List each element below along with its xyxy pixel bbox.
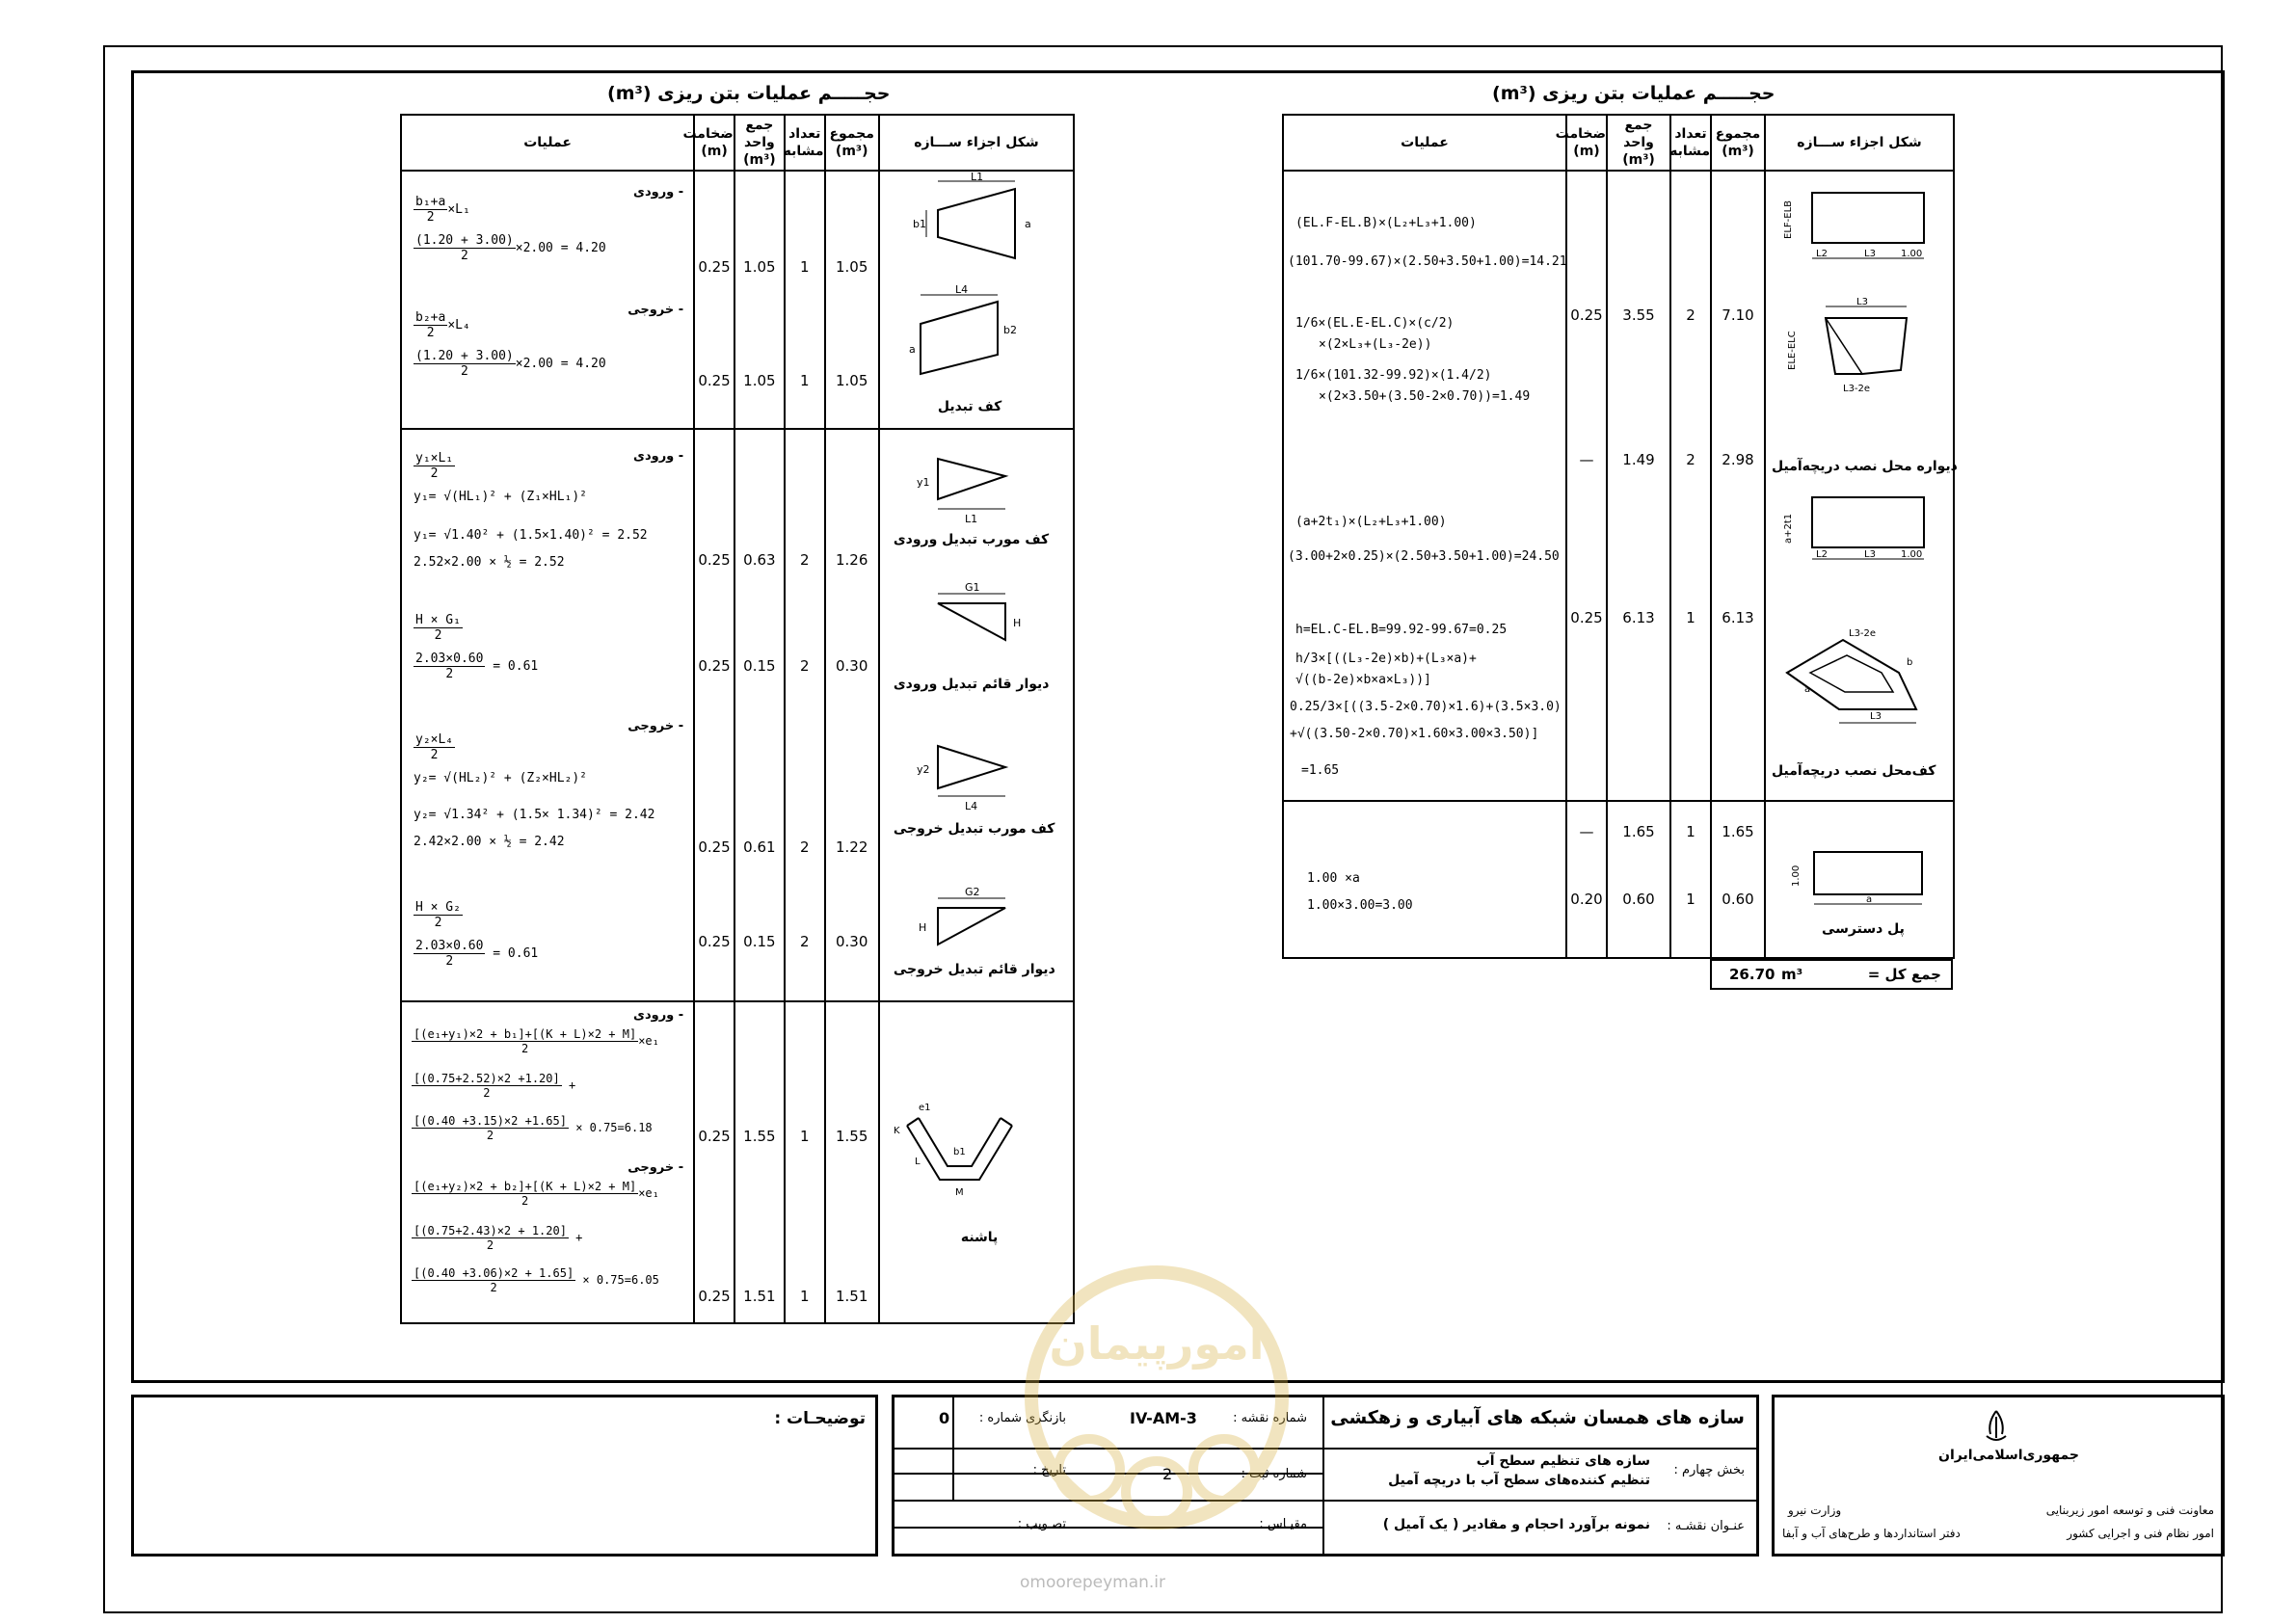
formula-line: ×(2×3.50+(3.50-2×0.70))=1.49 <box>1319 389 1531 405</box>
formula-line: y₁= √1.40² + (1.5×1.40)² = 2.52 <box>414 528 648 543</box>
ops-cell-floor <box>402 172 693 428</box>
bureau-name: دفتر استانداردها و طرح‌های آب و آبفا <box>1782 1527 1961 1540</box>
dim-label: y1 <box>916 476 930 489</box>
dim-label: a <box>1804 684 1811 696</box>
count-value: 2 <box>1686 451 1695 469</box>
shape-label-gate-wall: دیواره محل نصب دریچه‌آمیل <box>1772 459 1958 475</box>
formula-den: 2 <box>460 364 468 379</box>
dim-label: L3-2e <box>1849 628 1877 640</box>
drawing-number-value: IV-AM-3 <box>1130 1409 1197 1427</box>
formula-den: 2 <box>445 667 454 681</box>
country-name: جمهوری‌اسلامی‌ایران <box>1938 1448 2079 1463</box>
total-value: 1.65 <box>1722 823 1754 841</box>
gate-wall-trapezoid <box>1826 318 1907 374</box>
watermark-logo <box>1002 1253 1311 1571</box>
formula-tail: × 0.75=6.18 <box>575 1121 653 1134</box>
thickness-value: 0.25 <box>698 933 731 950</box>
dim-label: 1.00 <box>1901 249 1923 260</box>
thickness-value: 0.25 <box>698 551 731 569</box>
count-value: 2 <box>799 933 810 950</box>
formula-den: 2 <box>486 1238 494 1252</box>
shape-label-gate-floor: کف‌محل نصب دریچه‌آمیل <box>1772 763 1936 780</box>
total-value: 1.05 <box>836 372 868 389</box>
formula-den: 2 <box>486 1129 494 1142</box>
formula-tail: × 0.75=6.05 <box>582 1273 659 1287</box>
shape-label-inlet-slope: کف مورب تبدیل ورودی <box>893 532 1050 547</box>
count-value: 1 <box>1686 890 1695 908</box>
label-inlet: - ورودی <box>633 449 684 464</box>
header-thickness: ضخامت (m) <box>1566 115 1607 171</box>
registration-number-label: شماره ثبت : <box>1241 1467 1307 1481</box>
count-value: 2 <box>799 838 810 856</box>
dim-label: a+2t1 <box>1783 513 1794 545</box>
dim-label: K <box>893 1126 900 1136</box>
inlet-wall-shape <box>938 603 1005 640</box>
map-title-value: نمونه برآورد احجام و مقادیر ( یک آمیل ) <box>1382 1517 1650 1532</box>
formula-line: 1/6×(101.32-99.92)×(1.4/2) <box>1295 368 1492 384</box>
dim-label: 1.00 <box>1901 549 1923 561</box>
dim-label: H <box>1012 617 1022 629</box>
unit-volume-value: 1.55 <box>743 1128 776 1145</box>
bridge-rect <box>1814 852 1922 894</box>
dim-label: L3 <box>1870 711 1882 723</box>
header-total: مجموع (m³) <box>825 115 879 171</box>
section-label: بخش چهارم : <box>1673 1463 1745 1477</box>
ops-cell-heel: - ورودی $\frac{\text{[(e₁+y₁)×2 + b₁]+[(K + L)×2 + M]}}{2}$ ×e₁ $\frac{[(0.75+2.52)\times 2 +1.20]}{2}$ + $\frac{[(0.40 +3.15)\times 2 +1.65]}{2}$ × 0.75=6.18 - خروجی $\frac{\text{[(e₁+y₂)×2 + b₂]+[(K + L)×2 + M]}}{2}$ ×e₁ $\frac{[(0.75+2.43)\times 2 + 1.20]}{2}$ + $\frac{[(0.40 +3.06)\times 2 + 1.65]}{2}$ × 0.75=6.05 <box>414 1008 684 1294</box>
formula-line: 2.52×2.00 × ½ = 2.52 <box>414 555 565 570</box>
formula-line: 2.42×2.00 × ½ = 2.42 <box>414 835 565 849</box>
count-value: 2 <box>799 657 810 675</box>
formula-num: [(0.75+2.52)×2 +1.20] <box>414 1072 560 1085</box>
formula-line: +√((3.50-2×0.70)×1.60×3.00×3.50)] <box>1290 727 1539 742</box>
ministry-name: وزارت نیرو <box>1788 1503 1842 1517</box>
dim-label: e1 <box>918 1103 931 1113</box>
header-operations: عملیات <box>1283 115 1566 171</box>
formula-den: 2 <box>430 748 439 762</box>
formula-den: 2 <box>483 1086 491 1100</box>
organization-box <box>1772 1395 2225 1556</box>
formula-line: y₂= √1.34² + (1.5× 1.34)² = 2.42 <box>414 808 655 822</box>
total-value: 1.55 <box>836 1128 868 1145</box>
total-value: 1.26 <box>836 551 868 569</box>
grand-total-unit: m³ <box>1781 966 1803 983</box>
office-name: امور نظام فنی و اجرایی کشور <box>2067 1527 2214 1540</box>
count-value: 1 <box>799 372 810 389</box>
count-value: 1 <box>799 1288 810 1305</box>
formula-num: b₁+a <box>415 195 446 209</box>
inlet-slope-shape <box>938 459 1005 499</box>
dim-label: H <box>918 921 927 934</box>
total-value: 1.51 <box>836 1288 868 1305</box>
unit-volume-value: 1.51 <box>743 1288 776 1305</box>
outlet-slope-shape <box>938 746 1005 788</box>
formula-line: (3.00+2×0.25)×(2.50+3.50+1.00)=24.50 <box>1288 549 1560 565</box>
count-value: 2 <box>799 551 810 569</box>
formula-den: 2 <box>460 249 468 263</box>
right-table-title: حجـــــم عملیات بتن ریزی (m³) <box>1492 83 1775 104</box>
formula-line: 1.00 ×a <box>1307 870 1360 886</box>
gate-floor-inner <box>1810 655 1893 692</box>
map-title-label: عنـوان نقشـه : <box>1667 1519 1745 1533</box>
formula-num: [(0.75+2.43)×2 + 1.20] <box>414 1224 567 1237</box>
left-volume-table <box>400 114 1075 1324</box>
shape-label-floor: کف تبدیل <box>937 399 1002 414</box>
thickness-value: 0.25 <box>698 657 731 675</box>
left-table-title: حجـــــم عملیات بتن ریزی (m³) <box>607 83 891 104</box>
shape-label-inlet-wall: دیوار قائم تبدیل ورودی <box>893 677 1050 692</box>
formula-line: h=EL.C-EL.B=99.92-99.67=0.25 <box>1295 623 1508 638</box>
dim-label: L4 <box>954 283 968 296</box>
formula-den: 2 <box>521 1194 529 1208</box>
dim-label: L4 <box>964 800 977 812</box>
formula-line: 0.25/3×[((3.5-2×0.70)×1.6)+(3.5×3.0) <box>1290 700 1562 715</box>
shape-label-outlet-slope: کف مورب تبدیل خروجی <box>893 821 1055 837</box>
shape-label-bridge: پل دسترسی <box>1822 920 1905 937</box>
formula-tail: ×2.00 = 4.20 <box>515 357 606 371</box>
formula-tail: ×2.00 = 4.20 <box>515 241 606 255</box>
dim-label: y2 <box>916 763 930 776</box>
dim-label: L2 <box>1816 549 1828 561</box>
formula-num: [(e₁+y₂)×2 + b₂]+[(K + L)×2 + M] <box>414 1180 637 1193</box>
ops-cell-slopes-walls <box>402 430 693 1000</box>
header-operations: عملیات <box>401 115 694 171</box>
count-value: 1 <box>1686 823 1695 841</box>
total-value: 0.30 <box>836 933 868 950</box>
unit-volume-value: 0.61 <box>743 838 776 856</box>
dim-label: L1 <box>964 513 977 525</box>
total-value: 6.13 <box>1722 609 1754 627</box>
formula-num: (1.20 + 3.00) <box>415 349 514 363</box>
formula-num: y₂×L₄ <box>415 732 454 747</box>
dim-label: M <box>954 1187 964 1198</box>
total-value: 7.10 <box>1722 306 1754 325</box>
dim-label: ELE-ELC <box>1787 331 1798 371</box>
total-value: 1.05 <box>836 258 868 276</box>
grand-total-box <box>1710 959 1953 990</box>
grand-total-value: 26.70 <box>1729 966 1775 983</box>
dim-label: L2 <box>1816 249 1828 260</box>
unit-volume-value: 3.55 <box>1622 306 1655 325</box>
outlet-wall-shape <box>938 908 1005 945</box>
dim-label: L3 <box>1864 549 1876 561</box>
inlet-floor-shape <box>938 189 1015 258</box>
header-shape: شکل اجزاء ســـازه <box>1765 115 1954 171</box>
dim-label: L1 <box>970 172 983 183</box>
unit-volume-value: 0.60 <box>1622 890 1655 908</box>
deputy-name: معاونت فنی و توسعه امور زیربنایی <box>2045 1503 2214 1517</box>
transition-floor-sketch <box>880 172 1063 422</box>
unit-volume-value: 1.05 <box>743 372 776 389</box>
notes-label: توضیحـات : <box>774 1409 866 1428</box>
formula-tail: ×e₁ <box>638 1186 659 1200</box>
date-label: تاریخ : <box>1032 1463 1066 1477</box>
formula-den: 2 <box>490 1281 497 1294</box>
thickness-value: 0.25 <box>1570 609 1603 627</box>
total-value: 2.98 <box>1722 451 1754 469</box>
formula-tail: ×L₄ <box>447 318 470 333</box>
main-title: سازه های همسان شبکه های آبیاری و زهکشی <box>1330 1407 1745 1428</box>
dim-label: L <box>914 1157 921 1167</box>
formula-line: (101.70-99.67)×(2.50+3.50+1.00)=14.21 <box>1288 254 1567 270</box>
header-shape: شکل اجزاء ســـازه <box>879 115 1074 171</box>
header-count: تعداد مشابه <box>1670 115 1711 171</box>
unit-volume-value: 0.15 <box>743 657 776 675</box>
count-value: 1 <box>799 1128 810 1145</box>
drawing-number-label: شماره نقشه : <box>1233 1411 1307 1425</box>
section-line-1: سازه های تنظیم سطح آب <box>1476 1453 1650 1469</box>
formula-line: y₂= √(HL₂)² + (Z₂×HL₂)² <box>414 771 588 785</box>
formula-den: 2 <box>521 1042 529 1055</box>
formula-tail: = 0.61 <box>493 946 539 961</box>
formula-num: y₁×L₁ <box>415 451 454 466</box>
formula-num: 2.03×0.60 <box>415 652 484 666</box>
slopes-walls-sketch <box>880 430 1063 998</box>
ops-cell-bridge <box>1284 802 1565 957</box>
watermark-url: omoorepeyman.ir <box>1020 1573 1166 1592</box>
dim-label: L3 <box>1864 249 1876 260</box>
thickness-value: 0.25 <box>698 372 731 389</box>
dim-label: G2 <box>964 886 980 898</box>
dim-label: L3 <box>1856 297 1868 308</box>
shape-label-outlet-wall: دیوار قائم تبدیل خروجی <box>893 962 1055 977</box>
gate-structure-sketch <box>1766 172 1953 798</box>
dim-label: b <box>1907 657 1913 669</box>
thickness-value: — <box>1579 451 1594 469</box>
outlet-floor-shape <box>921 302 998 374</box>
formula-num: [(0.40 +3.06)×2 + 1.65] <box>414 1266 574 1280</box>
header-unit-volume: جمع واحد (m³) <box>734 115 785 171</box>
header-thickness: ضخامت (m) <box>694 115 734 171</box>
formula-tail: = 0.61 <box>493 659 539 674</box>
gate-floor-outer <box>1787 640 1916 709</box>
formula-den: 2 <box>430 466 439 481</box>
watermark-logo-text: امورپیمان <box>1049 1317 1265 1370</box>
dim-label: a <box>1866 893 1873 905</box>
label-outlet: - خروجی <box>627 303 684 317</box>
section-line-2: تنظیم کننده‌های سطح آب با دریچه آمیل <box>1388 1473 1650 1488</box>
ops-cell-gate-structure <box>1284 172 1565 799</box>
formula-line: (a+2t₁)×(L₂+L₃+1.00) <box>1295 515 1447 530</box>
formula-line: h/3×[((L₃-2e)×b)+(L₃×a)+ <box>1295 652 1477 667</box>
total-value: 0.30 <box>836 657 868 675</box>
formula-den: 2 <box>426 326 435 340</box>
total-value: 0.60 <box>1722 890 1754 908</box>
registration-number-value: 2 <box>1162 1465 1173 1483</box>
label-outlet: - خروجی <box>627 1160 684 1175</box>
dim-label: a <box>908 343 916 356</box>
dim-label: 1.00 <box>1791 865 1802 887</box>
dim-label: b2 <box>1002 324 1017 336</box>
thickness-value: 0.25 <box>698 1128 731 1145</box>
notes-box <box>131 1395 878 1556</box>
formula-den: 2 <box>445 954 454 969</box>
grand-total-label: جمع کل = <box>1867 966 1941 983</box>
count-value: 1 <box>1686 609 1695 627</box>
thickness-value: 0.25 <box>698 1288 731 1305</box>
formula-line: 1.00×3.00=3.00 <box>1307 897 1413 913</box>
dim-label: G1 <box>964 581 980 594</box>
formula-num: H × G₂ <box>415 900 461 915</box>
thickness-value: 0.25 <box>1570 306 1603 325</box>
dim-label: b1 <box>952 1147 966 1157</box>
label-inlet: - ورودی <box>633 185 684 200</box>
dim-label: L3-2e <box>1843 384 1871 395</box>
approval-label: تصـویب : <box>1017 1517 1066 1531</box>
header-count: تعداد مشابه <box>785 115 825 171</box>
formula-line: =1.65 <box>1301 763 1340 779</box>
count-value: 2 <box>1686 306 1695 325</box>
unit-volume-value: 1.49 <box>1622 451 1655 469</box>
unit-volume-value: 6.13 <box>1622 609 1655 627</box>
formula-num: [(0.40 +3.15)×2 +1.65] <box>414 1114 567 1128</box>
unit-volume-value: 0.63 <box>743 551 776 569</box>
shape-cell-bridge <box>1766 802 1953 957</box>
header-total: مجموع (m³) <box>1711 115 1765 171</box>
formula-line: √((b-2e)×b×a×L₃))] <box>1295 673 1431 688</box>
formula-num: [(e₁+y₁)×2 + b₁]+[(K + L)×2 + M] <box>414 1027 637 1041</box>
right-volume-table <box>1282 114 1958 959</box>
shape-cell-floor <box>880 172 1073 428</box>
formula-line: 1/6×(EL.E-EL.C)×(c/2) <box>1295 316 1455 332</box>
formula-den: 2 <box>426 210 435 225</box>
total-value: 1.22 <box>836 838 868 856</box>
formula-tail: ×e₁ <box>638 1034 659 1048</box>
dim-label: a <box>1024 218 1031 230</box>
formula-num: 2.03×0.60 <box>415 939 484 953</box>
header-unit-volume: جمع واحد (m³) <box>1607 115 1670 171</box>
formula-line: ×(2×L₃+(L₃-2e)) <box>1319 337 1432 353</box>
formula-num: (1.20 + 3.00) <box>415 233 514 248</box>
dim-label: b1 <box>912 218 926 230</box>
thickness-value: — <box>1579 823 1594 841</box>
formula-den: 2 <box>434 916 442 930</box>
dim-label: ELF-ELB <box>1783 200 1794 240</box>
revision-value: 0 <box>939 1409 950 1427</box>
thickness-value: 0.25 <box>698 838 731 856</box>
label-outlet: - خروجی <box>627 719 684 733</box>
formula-tail: ×L₁ <box>447 202 470 217</box>
unit-volume-value: 1.05 <box>743 258 776 276</box>
formula-num: b₂+a <box>415 310 446 325</box>
shape-cell-gate-structure <box>1766 172 1958 799</box>
unit-volume-value: 1.65 <box>1622 823 1655 841</box>
thickness-value: 0.25 <box>698 258 731 276</box>
formula-num: H × G₁ <box>415 613 461 627</box>
scale-label: مقیـاس : <box>1259 1517 1307 1531</box>
shape-cell-slopes-walls <box>880 430 1073 1000</box>
revision-label: بازنگری شماره : <box>978 1411 1066 1425</box>
formula-line: y₁= √(HL₁)² + (Z₁×HL₁)² <box>414 490 588 504</box>
floor-rect <box>1812 497 1924 547</box>
emblem-icon <box>1977 1407 2016 1446</box>
label-inlet: - ورودی <box>633 1008 684 1023</box>
thickness-value: 0.20 <box>1570 890 1603 908</box>
count-value: 1 <box>799 258 810 276</box>
formula-den: 2 <box>434 628 442 643</box>
unit-volume-value: 0.15 <box>743 933 776 950</box>
wall-rect <box>1812 193 1924 243</box>
formula-line: (EL.F-EL.B)×(L₂+L₃+1.00) <box>1295 216 1477 231</box>
shape-label-heel: پاشنه <box>960 1230 999 1245</box>
